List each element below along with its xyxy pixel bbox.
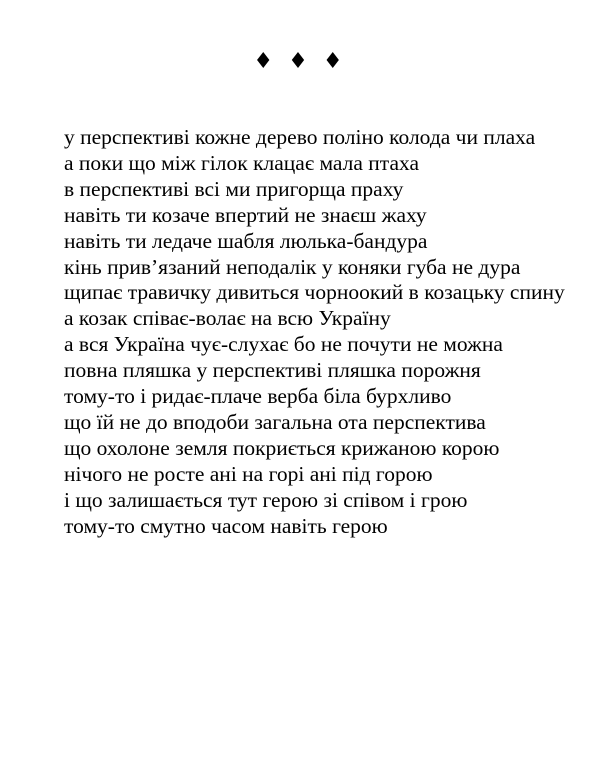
poem-line: в перспективі всі ми пригорща праху	[64, 176, 404, 201]
poem-line: що охолоне земля покриється крижаною корою	[64, 435, 500, 460]
poem-line: а вся Україна чує-слухає бо не почути не можна	[64, 332, 503, 357]
poem-line: кінь прив’язаний неподалік у коняки губа не дура	[64, 254, 521, 279]
poem-text	[64, 125, 584, 540]
poem-line: у перспективі кожне дерево поліно колода чи плаха	[64, 125, 536, 149]
poem-line: а козак співає-волає на всю Україну	[64, 306, 391, 331]
poem-line: і що залишається тут герою зі співом і грою	[64, 487, 468, 512]
poem-line: тому-то і ридає-плаче верба біла бурхливо	[64, 384, 452, 409]
poem-line: нічого не росте ані на горі ані під горою	[64, 461, 433, 486]
poem-line: навіть ти козаче впертий не знаєш жаху	[64, 202, 427, 227]
diamond-ornament: ♦ ♦ ♦	[253, 49, 347, 74]
poem-line: повна пляшка у перспективі пляшка порожня	[64, 358, 481, 383]
poem-line: щипає травичку дивиться чорноокий в козацьку спину	[64, 280, 565, 305]
poem-line: а поки що між гілок клацає мала птаха	[64, 150, 420, 175]
poem-line: що їй не до вподоби загальна ота перспектива	[64, 409, 486, 434]
poem-line: навіть ти ледаче шабля люлька-бандура	[64, 228, 428, 253]
poem-line: тому-то смутно часом навіть герою	[64, 513, 388, 538]
